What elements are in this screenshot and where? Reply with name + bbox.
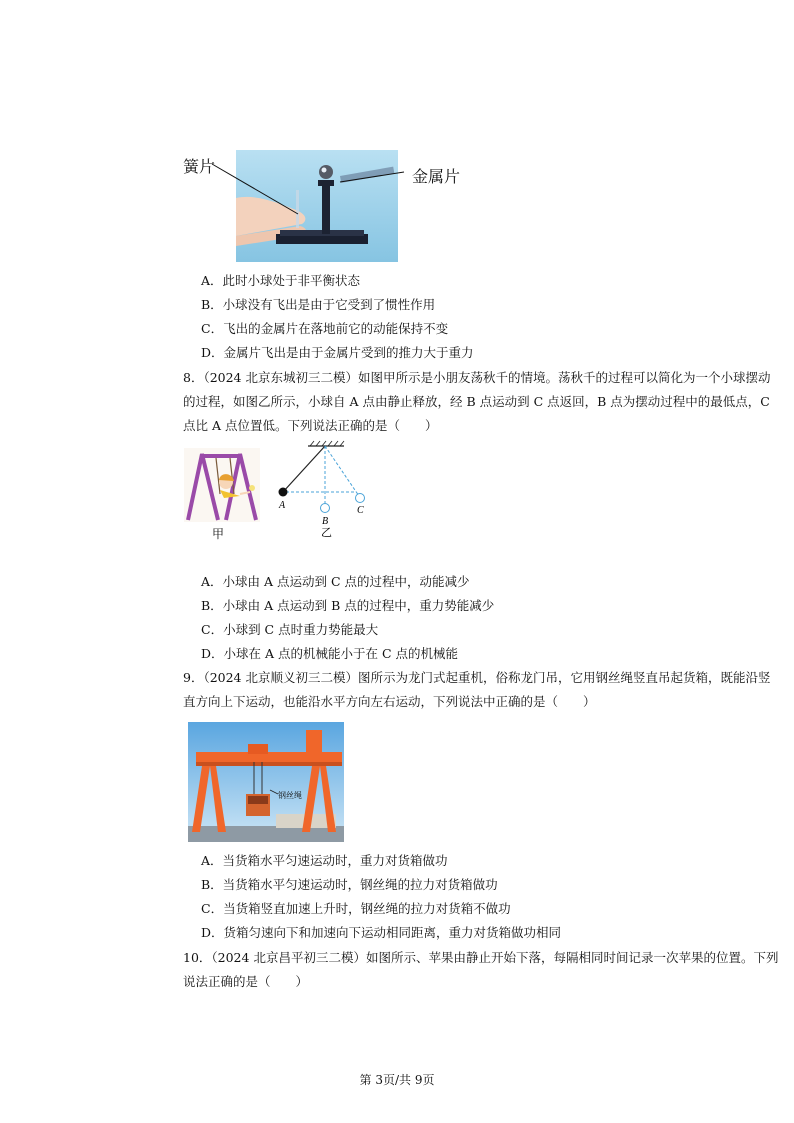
page-footer: 第 3页/共 9页 [359, 1073, 435, 1087]
q8-stem-line-3: 点比 A 点位置低。下列说法正确的是（ ） [183, 418, 438, 433]
q8-stem-line-1: 8．（2024 北京东城初三二模）如图甲所示是小朋友荡秋千的情境。荡秋千的过程可以简化为一个小球摆动 [183, 370, 771, 385]
q9-option-d: D．货箱匀速向下和加速向下运动相同距离，重力对货箱做功相同 [201, 925, 562, 940]
q8-figure-swing [184, 448, 260, 522]
q8-stem-line-2: 的过程，如图乙所示，小球自 A 点由静止释放，经 B 点运动到 C 点返回，B 点为摆动过程中的最低点，C [183, 394, 770, 409]
q7-option-d: D．金属片飞出是由于金属片受到的推力大于重力 [201, 345, 474, 360]
q8-option-d: D．小球在 A 点的机械能小于在 C 点的机械能 [201, 646, 459, 661]
q8-figure-jia-label: 甲 [212, 527, 225, 541]
q9-option-a: A．当货箱水平匀速运动时，重力对货箱做功 [201, 853, 448, 868]
gantry-crane-photo [188, 722, 344, 842]
q7-option-a: A．此时小球处于非平衡状态 [201, 273, 361, 288]
q9-stem-line-1: 9．（2024 北京顺义初三二模）图所示为龙门式起重机，俗称龙门吊，它用钢丝绳竖直吊起货箱，既能沿竖 [183, 670, 771, 685]
q8-option-b: B．小球由 A 点运动到 B 点的过程中，重力势能减少 [201, 598, 495, 613]
q7-option-c: C．飞出的金属片在落地前它的动能保持不变 [201, 321, 449, 336]
q7-label-spring-leaf: 簧片 [183, 157, 216, 176]
figure-yi-label: 乙 [321, 527, 332, 539]
q9-option-b: B．当货箱水平匀速运动时，钢丝绳的拉力对货箱做功 [201, 877, 498, 892]
q7-option-b: B．小球没有飞出是由于它受到了惯性作用 [201, 297, 436, 312]
q8-figure-pendulum [272, 440, 392, 540]
q10-stem-line-1: 10．（2024 北京昌平初三二模）如图所示、苹果由静止开始下落，每隔相同时间记录一次苹果的位置。下列 [183, 950, 779, 965]
rope-label: 钢丝绳 [278, 791, 302, 800]
pendulum-diagram [272, 440, 392, 540]
q8-option-a: A．小球由 A 点运动到 C 点的过程中，动能减少 [201, 574, 470, 589]
swing-cartoon [184, 448, 260, 522]
q9-figure-crane [188, 722, 344, 842]
q10-stem-line-2: 说法正确的是（ ） [183, 974, 309, 989]
point-c-label: C [357, 505, 364, 516]
point-b-label: B [322, 516, 329, 527]
q9-option-c: C．当货箱竖直加速上升时，钢丝绳的拉力对货箱不做功 [201, 901, 511, 916]
q7-label-metal-strip: 金属片 [412, 167, 461, 186]
q8-option-c: C．小球到 C 点时重力势能最大 [201, 622, 379, 637]
q9-stem-line-2: 直方向上下运动，也能沿水平方向左右运动，下列说法中正确的是（ ） [183, 694, 596, 709]
point-a-label: A [279, 500, 286, 511]
